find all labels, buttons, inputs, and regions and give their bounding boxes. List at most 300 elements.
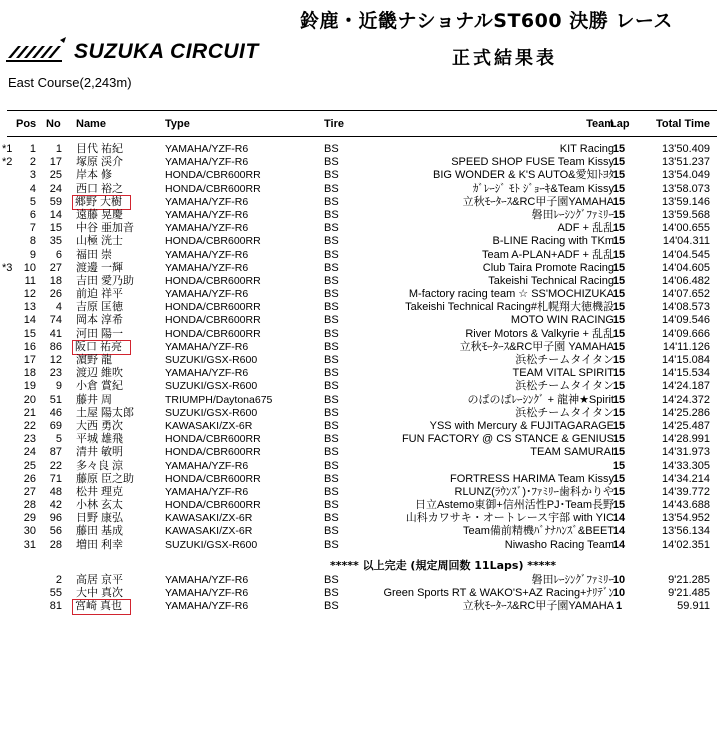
cell-time: 14'28.991 [662, 433, 710, 446]
cell-pos: 2 [29, 156, 36, 169]
header-team: Team [586, 118, 614, 130]
cell-lap: 15 [612, 406, 626, 419]
cell-time: 14'04.605 [662, 261, 710, 274]
cell-time: 14'33.305 [662, 459, 710, 472]
cell-pos: 19 [23, 380, 36, 393]
cell-pos: 8 [29, 235, 36, 248]
cell-pos: 21 [23, 406, 36, 419]
cell-team: M-factory racing team ☆ SS'MOCHIZUKA [408, 288, 614, 301]
cell-time: 14'00.655 [662, 222, 710, 235]
table-row [0, 420, 720, 433]
cell-tire: BS [324, 208, 339, 221]
cell-time: 14'11.126 [662, 340, 710, 353]
cell-lap: 10 [612, 587, 626, 600]
results-table [0, 143, 720, 552]
cell-name: 吉田 愛乃助 [76, 274, 135, 287]
cell-tire: BS [324, 446, 339, 459]
cell-tire: BS [324, 525, 339, 538]
cell-tire: BS [324, 600, 339, 613]
cell-pos: 31 [23, 538, 36, 551]
cell-team: RLUNZ(ﾗｳﾝｽﾞ)･ﾌｧﾐﾘｰ歯科かりや [454, 485, 614, 498]
cell-time: 13'56.134 [662, 525, 710, 538]
header-total-time: Total Time [656, 118, 710, 130]
cell-name: 藤井 周 [76, 393, 113, 406]
cell-pos: 16 [23, 340, 36, 353]
cell-tire: BS [324, 169, 339, 182]
table-row [0, 407, 720, 420]
cell-name: 土屋 陽太郎 [76, 406, 135, 419]
cell-type: HONDA/CBR600RR [165, 182, 261, 195]
cell-time: 13'54.952 [662, 512, 710, 525]
cell-type: HONDA/CBR600RR [165, 327, 261, 340]
cell-name: 小倉 賞紀 [76, 380, 124, 393]
cell-tire: BS [324, 433, 339, 446]
cell-no: 25 [49, 169, 62, 182]
cell-type: HONDA/CBR600RR [165, 472, 261, 485]
cell-pos: 28 [23, 499, 36, 512]
cell-tire: BS [324, 274, 339, 287]
cell-time: 14'15.084 [662, 354, 710, 366]
cell-pos: 29 [23, 512, 36, 525]
cell-team: のぱのぱﾚｰｼﾝｸﾞ + 龍神★Spirit [467, 393, 614, 406]
cell-type: HONDA/CBR600RR [165, 274, 261, 287]
cell-pos: 27 [23, 485, 36, 498]
cell-pos: 6 [29, 208, 36, 221]
cell-tire: BS [324, 182, 339, 195]
table-row [0, 288, 720, 301]
cell-tire: BS [324, 512, 339, 525]
cell-lap: 15 [612, 485, 626, 498]
table-row [0, 380, 720, 393]
cell-pos: 26 [23, 472, 36, 485]
table-row [0, 446, 720, 459]
cell-no: 4 [55, 301, 62, 314]
cell-no: 23 [49, 367, 62, 380]
cell-type: TRIUMPH/Daytona675 [165, 393, 273, 406]
table-row [0, 354, 720, 367]
cell-type: SUZUKI/GSX-R600 [165, 380, 258, 393]
cell-name: 藤田 基成 [76, 525, 124, 538]
cell-team: 山科カワサキ・オートレース宇部 with YIC [405, 512, 614, 525]
cell-no: 5 [55, 433, 62, 446]
cell-no: 69 [49, 419, 62, 432]
header-pos: Pos [16, 118, 37, 130]
cell-team: SPEED SHOP FUSE Team Kissy [451, 156, 614, 169]
cell-team: 磐田ﾚｰｼﾝｸﾞﾌｧﾐﾘｰ [531, 208, 614, 221]
cell-team: ADF + 乱乱 [557, 222, 614, 235]
cell-tire: BS [324, 499, 339, 512]
cell-pos: 23 [23, 433, 36, 446]
table-row [0, 209, 720, 222]
cell-pos: 13 [23, 301, 36, 314]
cell-no: 46 [49, 406, 62, 419]
table-row [0, 156, 720, 169]
cell-tire: BS [324, 235, 339, 248]
cell-tire: BS [324, 419, 339, 432]
cell-team: 立秋ﾓｰﾀｰｽ&RC甲子園YAMAHA [462, 195, 614, 208]
cell-name: 岡本 淳希 [76, 314, 124, 327]
cell-no: 9 [55, 380, 62, 393]
cell-team: 浜松チームタイタン [515, 354, 614, 366]
table-row [0, 600, 720, 613]
cell-type: HONDA/CBR600RR [165, 433, 261, 446]
cell-time: 13'54.049 [662, 169, 710, 182]
cell-tire: BS [324, 195, 339, 208]
cell-type: HONDA/CBR600RR [165, 301, 261, 314]
cell-no: 86 [49, 340, 62, 353]
cell-lap: 15 [612, 314, 626, 327]
cell-time: 14'08.573 [662, 301, 710, 314]
cell-tire: BS [324, 380, 339, 393]
cell-name: 福田 崇 [76, 248, 113, 261]
header-name: Name [76, 118, 106, 130]
cell-team: FORTRESS HARIMA Team Kissy [449, 472, 614, 485]
cell-time: 14'04.545 [662, 248, 710, 261]
cell-name: 中谷 亜加音 [76, 222, 135, 235]
table-row [0, 433, 720, 446]
cell-tire: BS [324, 538, 339, 551]
cell-time: 14'43.688 [662, 499, 710, 512]
cell-time: 14'24.187 [662, 380, 710, 393]
cell-time: 14'04.311 [662, 235, 710, 248]
cell-time: 59.911 [677, 600, 710, 613]
cell-name: 渡邊 一輝 [76, 261, 124, 274]
cell-pos: 18 [23, 367, 36, 380]
cell-no: 26 [49, 288, 62, 301]
table-row [0, 249, 720, 262]
table-row [0, 587, 720, 600]
cell-lap: 15 [612, 274, 626, 287]
cell-type: YAMAHA/YZF-R6 [165, 222, 249, 235]
cell-no: 71 [49, 472, 62, 485]
cell-name: 小林 玄太 [76, 499, 124, 512]
table-row [0, 183, 720, 196]
cell-time: 14'15.534 [662, 367, 710, 380]
header-type: Type [165, 118, 190, 130]
cell-tire: BS [324, 485, 339, 498]
cell-time: 13'59.146 [662, 195, 710, 208]
cell-type: HONDA/CBR600RR [165, 235, 261, 248]
cell-name: 吉原 匡徳 [76, 301, 124, 314]
cell-name: 濵野 龍 [76, 354, 113, 366]
cell-type: YAMAHA/YZF-R6 [165, 600, 249, 613]
cell-tire: BS [324, 393, 339, 406]
header-top-rule [7, 110, 717, 111]
cell-tire: BS [324, 156, 339, 169]
cell-team: 立秋ﾓｰﾀｰｽ&RC甲子園YAMAHA [462, 600, 614, 613]
cell-lap: 15 [612, 195, 626, 208]
cell-team: Takeishi Technical Racing#札幌翔大徳機設 [405, 301, 614, 314]
table-row [0, 196, 720, 209]
cell-lap: 10 [612, 574, 626, 586]
cell-time: 14'25.487 [662, 419, 710, 432]
cell-no: 48 [49, 485, 62, 498]
cell-name: 日野 康弘 [76, 512, 124, 525]
cell-pos: 4 [29, 182, 36, 195]
cell-no: 22 [49, 459, 62, 472]
cell-type: HONDA/CBR600RR [165, 446, 261, 459]
cell-pos: 7 [29, 222, 36, 235]
cell-type: SUZUKI/GSX-R600 [165, 406, 258, 419]
cell-lap: 15 [612, 182, 626, 195]
cell-pos: 9 [29, 248, 36, 261]
finish-line-note: ***** 以上完走 (規定周回数 11Laps) ***** [330, 559, 557, 572]
table-row [0, 460, 720, 473]
cell-tire: BS [324, 367, 339, 380]
cell-no: 74 [49, 314, 62, 327]
cell-time: 14'34.214 [662, 472, 710, 485]
cell-time: 14'24.372 [662, 393, 710, 406]
cell-type: KAWASAKI/ZX-6R [165, 419, 253, 432]
logo-text: SUZUKA CIRCUIT [74, 40, 259, 63]
cell-name: 山極 洸士 [76, 235, 124, 248]
cell-tire: BS [324, 261, 339, 274]
header-tire: Tire [324, 118, 344, 130]
table-row [0, 235, 720, 248]
cell-name: 宮崎 真也 [73, 600, 130, 613]
cell-tire: BS [324, 472, 339, 485]
cell-team: Takeishi Technical Racing [488, 274, 614, 287]
cell-team: FUN FACTORY @ CS STANCE & GENIUS [401, 433, 614, 446]
results-subtitle: 正式結果表 [452, 48, 557, 69]
cell-type: YAMAHA/YZF-R6 [165, 367, 249, 380]
cell-team: 磐田ﾚｰｼﾝｸﾞﾌｧﾐﾘｰ [531, 574, 614, 586]
cell-team: Club Taira Promote Racing [482, 261, 614, 274]
cell-note: *3 [2, 261, 13, 274]
cell-pos: 1 [29, 143, 36, 155]
table-row [0, 275, 720, 288]
cell-team: Green Sports RT & WAKO'S+AZ Racing+ﾅﾘﾃﾞﾝ [383, 587, 614, 600]
cell-name: 大中 真次 [76, 587, 124, 600]
cell-time: 14'09.546 [662, 314, 710, 327]
cell-team: 立秋ﾓｰﾀｰｽ&RC甲子園 YAMAHA [459, 340, 614, 353]
table-row [0, 222, 720, 235]
cell-name: 藤原 臣之助 [76, 472, 135, 485]
cell-no: 87 [49, 446, 62, 459]
cell-type: YAMAHA/YZF-R6 [165, 288, 249, 301]
cell-name: 多々良 涼 [76, 459, 124, 472]
cell-name: 平城 雄飛 [76, 433, 124, 446]
cell-time: 14'07.652 [662, 288, 710, 301]
cell-name: 遠藤 晃慶 [76, 208, 124, 221]
page-title: 鈴鹿・近畿ナショナルST600 決勝 レース [300, 10, 673, 32]
cell-pos: 15 [23, 327, 36, 340]
cell-name: 岸本 修 [76, 169, 113, 182]
cell-no: 18 [49, 274, 62, 287]
cell-tire: BS [324, 314, 339, 327]
cell-tire: BS [324, 248, 339, 261]
cell-team: Team備前精機ﾊﾞﾅﾅﾊﾝｽﾞ&BEET [463, 525, 614, 538]
cell-name: 塚原 渓介 [76, 156, 124, 169]
cell-tire: BS [324, 574, 339, 586]
header-no: No [46, 118, 61, 130]
non-classified-table [0, 574, 720, 614]
table-row [0, 341, 720, 354]
cell-lap: 15 [612, 433, 626, 446]
cell-time: 13'58.073 [662, 182, 710, 195]
table-row [0, 328, 720, 341]
table-row [0, 262, 720, 275]
cell-pos: 30 [23, 525, 36, 538]
cell-lap: 15 [612, 156, 626, 169]
cell-pos: 17 [23, 354, 36, 366]
cell-type: HONDA/CBR600RR [165, 169, 261, 182]
table-row [0, 367, 720, 380]
cell-name: 河田 陽一 [76, 327, 124, 340]
cell-pos: 3 [29, 169, 36, 182]
cell-type: YAMAHA/YZF-R6 [165, 459, 249, 472]
cell-name: 高居 京平 [76, 574, 124, 586]
cell-no: 15 [49, 222, 62, 235]
table-row [0, 301, 720, 314]
cell-name: 西口 裕之 [76, 182, 124, 195]
cell-pos: 24 [23, 446, 36, 459]
cell-tire: BS [324, 587, 339, 600]
cell-type: YAMAHA/YZF-R6 [165, 340, 249, 353]
cell-pos: 22 [23, 419, 36, 432]
cell-tire: BS [324, 222, 339, 235]
cell-tire: BS [324, 340, 339, 353]
table-row [0, 539, 720, 552]
cell-type: SUZUKI/GSX-R600 [165, 354, 258, 366]
cell-type: HONDA/CBR600RR [165, 499, 261, 512]
cell-lap: 15 [612, 446, 626, 459]
table-row [0, 512, 720, 525]
cell-time: 14'02.351 [662, 538, 710, 551]
cell-no: 81 [49, 600, 62, 613]
cell-type: YAMAHA/YZF-R6 [165, 156, 249, 169]
cell-no: 96 [49, 512, 62, 525]
cell-type: YAMAHA/YZF-R6 [165, 261, 249, 274]
cell-team: TEAM VITAL SPIRIT [512, 367, 614, 380]
cell-type: YAMAHA/YZF-R6 [165, 208, 249, 221]
cell-team: MOTO WIN RACING [510, 314, 614, 327]
cell-time: 9'21.285 [668, 574, 710, 586]
cell-name: 郷野 大樹 [73, 196, 130, 209]
cell-no: 17 [49, 156, 62, 169]
cell-type: YAMAHA/YZF-R6 [165, 248, 249, 261]
cell-time: 13'59.568 [662, 208, 710, 221]
cell-lap: 15 [612, 261, 626, 274]
cell-tire: BS [324, 354, 339, 366]
cell-no: 51 [49, 393, 62, 406]
cell-name: 松井 理克 [76, 485, 124, 498]
cell-no: 59 [49, 195, 62, 208]
cell-no: 42 [49, 499, 62, 512]
cell-no: 55 [49, 587, 62, 600]
cell-no: 2 [55, 574, 62, 586]
cell-name: 増田 利幸 [76, 538, 124, 551]
table-row [0, 169, 720, 182]
cell-team: Niwasho Racing Team [504, 538, 614, 551]
table-row [0, 486, 720, 499]
cell-lap: 15 [612, 367, 626, 380]
cell-tire: BS [324, 143, 339, 155]
header-bottom-rule [7, 136, 717, 137]
cell-type: YAMAHA/YZF-R6 [165, 143, 249, 155]
cell-lap: 15 [612, 380, 626, 393]
cell-no: 41 [49, 327, 62, 340]
cell-name: 大西 勇次 [76, 419, 124, 432]
suzuka-circuit-logo [4, 36, 274, 66]
cell-time: 14'06.482 [662, 274, 710, 287]
logo-stripes-icon [4, 36, 70, 64]
cell-note: *2 [2, 156, 13, 169]
cell-team: ｶﾞﾚｰｼﾞ ﾓﾄ ｼﾞｮｰｷ&Team Kissy [472, 182, 614, 195]
cell-team: KIT Racing [559, 143, 614, 155]
cell-lap: 14 [612, 525, 626, 538]
cell-lap: 15 [612, 419, 626, 432]
cell-tire: BS [324, 406, 339, 419]
cell-lap: 15 [612, 222, 626, 235]
cell-time: 9'21.485 [668, 587, 710, 600]
cell-team: 浜松チームタイタン [515, 380, 614, 393]
cell-no: 24 [49, 182, 62, 195]
cell-name: 目代 祐紀 [76, 143, 124, 155]
cell-pos: 12 [23, 288, 36, 301]
course-label: East Course(2,243m) [8, 75, 132, 90]
cell-type: KAWASAKI/ZX-6R [165, 525, 253, 538]
cell-lap: 15 [612, 288, 626, 301]
cell-type: YAMAHA/YZF-R6 [165, 195, 249, 208]
cell-time: 14'39.772 [662, 485, 710, 498]
cell-tire: BS [324, 288, 339, 301]
cell-no: 27 [49, 261, 62, 274]
table-row [0, 143, 720, 156]
cell-type: YAMAHA/YZF-R6 [165, 574, 249, 586]
table-row [0, 314, 720, 327]
cell-tire: BS [324, 301, 339, 314]
cell-team: 浜松チームタイタン [515, 406, 614, 419]
cell-pos: 14 [23, 314, 36, 327]
cell-lap: 15 [612, 235, 626, 248]
cell-type: YAMAHA/YZF-R6 [165, 485, 249, 498]
cell-pos: 10 [23, 261, 36, 274]
cell-no: 35 [49, 235, 62, 248]
header-lap: Lap [610, 118, 630, 130]
cell-name: 清井 敏明 [76, 446, 124, 459]
cell-team: River Motors & Valkyrie + 乱乱 [465, 327, 614, 340]
cell-lap: 15 [612, 143, 626, 155]
cell-team: YSS with Mercury & FUJITAGARAGE [429, 419, 614, 432]
cell-type: SUZUKI/GSX-R600 [165, 538, 258, 551]
cell-name: 前迫 祥平 [76, 288, 124, 301]
cell-time: 14'31.973 [662, 446, 710, 459]
cell-lap: 15 [612, 248, 626, 261]
cell-time: 13'51.237 [662, 156, 710, 169]
cell-pos: 25 [23, 459, 36, 472]
cell-no: 14 [49, 208, 62, 221]
cell-pos: 20 [23, 393, 36, 406]
cell-no: 56 [49, 525, 62, 538]
cell-tire: BS [324, 327, 339, 340]
cell-note: *1 [2, 143, 13, 155]
cell-team: BIG WONDER & K'S AUTO&愛知ﾄﾖﾀ [433, 169, 614, 182]
cell-tire: BS [324, 459, 339, 472]
cell-no: 6 [55, 248, 62, 261]
cell-lap: 15 [612, 393, 626, 406]
table-row [0, 394, 720, 407]
cell-pos: 11 [24, 274, 36, 287]
cell-name: 渡辺 維吹 [76, 367, 124, 380]
cell-type: HONDA/CBR600RR [165, 314, 261, 327]
table-row [0, 473, 720, 486]
cell-lap: 15 [612, 327, 626, 340]
cell-time: 14'25.286 [662, 406, 710, 419]
cell-lap: 15 [612, 459, 626, 472]
cell-lap: 15 [612, 301, 626, 314]
cell-lap: 14 [612, 538, 626, 551]
